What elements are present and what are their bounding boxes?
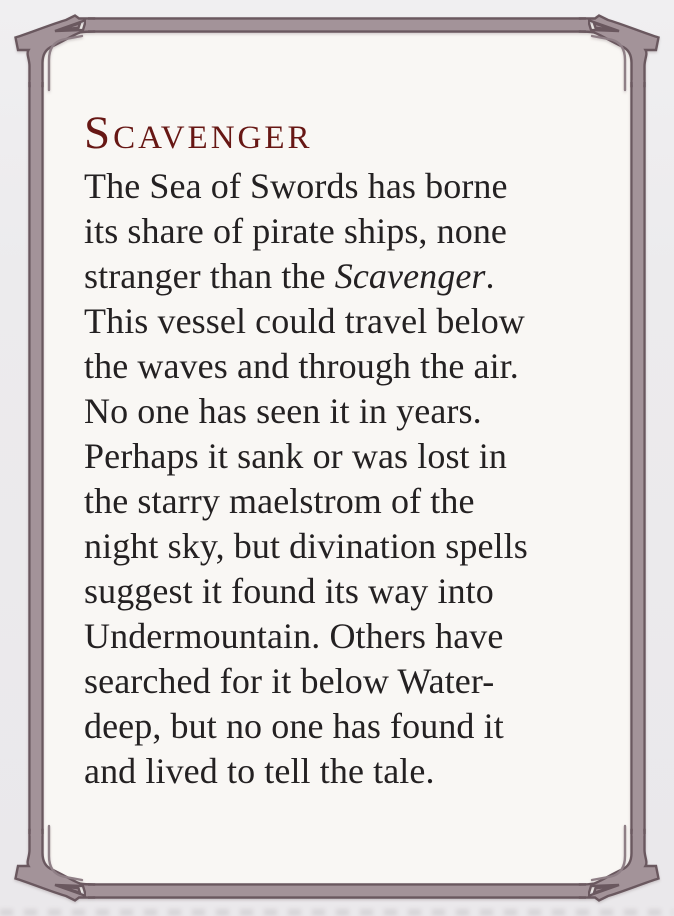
- body-text-line: the waves and through the air.: [84, 346, 519, 386]
- body-text-line: Perhaps it sank or was lost in: [84, 436, 507, 476]
- body-text-line: deep, but no one has found it: [84, 706, 504, 746]
- body-text-line: searched for it below Water-: [84, 661, 495, 701]
- body-text-line: This vessel could travel below: [84, 301, 525, 341]
- body-text-line: night sky, but divination spells: [84, 526, 528, 566]
- body-text-line: The Sea of Swords has borne: [84, 166, 508, 206]
- sidebar-heading: Scavenger: [84, 107, 313, 159]
- body-text-line: and lived to tell the tale.: [84, 751, 435, 791]
- body-text-line: suggest it found its way into: [84, 571, 494, 611]
- body-text-line: the starry maelstrom of the: [84, 481, 475, 521]
- body-text-line: No one has seen it in years.: [84, 391, 482, 431]
- body-text-line: stranger than the Scavenger.: [84, 256, 495, 296]
- sidebar-content: [84, 106, 604, 794]
- sidebar-body-text: [84, 164, 604, 794]
- body-text-line: its share of pirate ships, none: [84, 211, 508, 251]
- cropped-next-content-blur: [0, 909, 674, 916]
- body-text-line: Undermountain. Others have: [84, 616, 504, 656]
